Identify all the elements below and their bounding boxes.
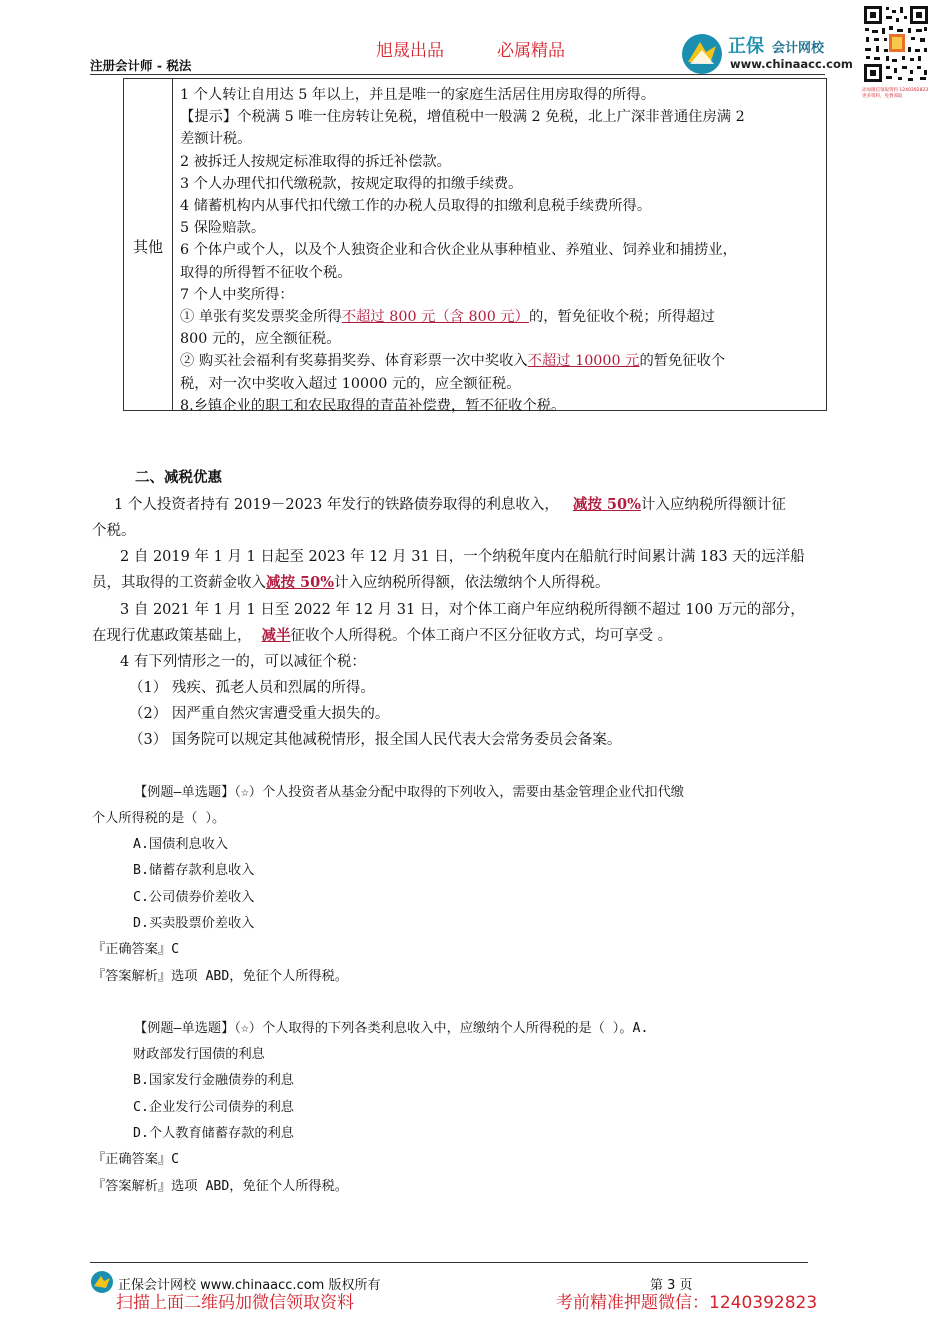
example1-option: D.买卖股票价差收入 <box>133 916 255 931</box>
logo-subtitle: 会计网校 <box>772 41 825 56</box>
table-line: 5 保险赔款。 <box>180 220 266 237</box>
paragraph-1 <box>114 492 786 518</box>
table-line: 4 储蓄机构内从事代扣代缴工作的办税人员取得的扣缴利息税手续费所得。 <box>180 198 652 215</box>
example2-option: C.企业发行公司债券的利息 <box>133 1100 294 1115</box>
logo-emblem-icon <box>680 32 724 76</box>
page-number: 第 3 页 <box>650 1278 693 1293</box>
table-line: 取得的所得暂不征收个税。 <box>180 264 352 281</box>
p2-highlight: 减按 50% <box>266 574 335 591</box>
p2-text-tail: 计入应纳税所得额，依法缴纳个人所得税。 <box>334 575 610 591</box>
qr-code <box>862 4 930 84</box>
example2-option: D.个人教育储蓄存款的利息 <box>133 1126 294 1141</box>
footer-logo-icon <box>90 1270 114 1294</box>
paragraph-3: 3 自 2021 年 1 月 1 日至 2022 年 12 月 31 日，对个体工商户年应纳税所得额不超过 100 万元的部分， <box>120 602 805 618</box>
p1-text: 1 个人投资者持有 2019－2023 年发行的铁路债券取得的利息收入， <box>114 497 559 513</box>
table-line: 8.乡镇企业的职工和农民取得的青苗补偿费，暂不征收个税。 <box>180 397 566 414</box>
example1-analysis: 『答案解析』选项 ABD，免征个人所得税。 <box>92 969 348 984</box>
prize1-text-tail: 的，暂免征收个税；所得超过 <box>528 309 715 326</box>
list-item: （1） 残疾、孤老人员和烈属的所得。 <box>129 680 375 696</box>
prize2-text: ② 购买社会福利有奖募捐奖券、体育彩票一次中奖收入 <box>180 353 528 370</box>
section-title: 二、减税优惠 <box>135 470 222 486</box>
course-title: 注册会计师 - 税法 <box>90 58 192 73</box>
table-line: 差额计税。 <box>180 131 252 148</box>
footer-copyright: 正保会计网校 www.chinaacc.com 版权所有 <box>118 1278 381 1293</box>
promo-right: 考前精准押题微信：1240392823 <box>556 1293 818 1313</box>
brand-slogan-left: 旭晟出品 <box>376 41 444 61</box>
table-line: 1 个人转让自用达 5 年以上，并且是唯一的家庭生活居住用房取得的所得。 <box>180 87 656 103</box>
p3-text: 在现行优惠政策基础上， <box>92 628 252 644</box>
table-line: 6 个体户或个人，以及个人独资企业和合伙企业从事种植业、养殖业、饲养业和捕捞业， <box>180 242 737 259</box>
paragraph-2-cont <box>92 570 610 596</box>
table-line <box>180 350 822 372</box>
example2-answer: 『正确答案』C <box>92 1152 180 1167</box>
table-line: 800 元的，应全额征税。 <box>180 331 341 348</box>
table-line <box>180 306 822 328</box>
logo-url: www.chinaacc.com <box>730 57 853 71</box>
example1-question-cont: 个人所得税的是（ ）。 <box>92 811 226 826</box>
prize2-text-tail: 的暂免征收个 <box>639 353 726 370</box>
paragraph-1-cont: 个税。 <box>92 523 136 539</box>
footer-divider <box>90 1262 808 1263</box>
table-content <box>180 84 822 417</box>
table-line: 2 被拆迁人按规定标准取得的拆迁补偿款。 <box>180 153 451 170</box>
example1-option: C.公司债券价差收入 <box>133 890 255 905</box>
list-item: （3） 国务院可以规定其他减税情形，报全国人民代表大会常务委员会备案。 <box>129 732 622 748</box>
example2-analysis: 『答案解析』选项 ABD，免征个人所得税。 <box>92 1179 348 1194</box>
list-item: （2） 因严重自然灾害遭受重大损失的。 <box>129 706 390 722</box>
example1-answer: 『正确答案』C <box>92 942 180 957</box>
p3-highlight: 减半 <box>261 627 291 644</box>
paragraph-4: 4 有下列情形之一的，可以减征个税： <box>120 654 366 670</box>
table-line: 【提示】个税满 5 唯一住房转让免税，增值税中一般满 2 免税，北上广深非普通住房满 2 <box>180 109 745 126</box>
prize1-text: ① 单张有奖发票奖金所得 <box>180 309 342 326</box>
example2-question: 【例题—单选题】（☆）个人取得的下列各类利息收入中，应缴纳个人所得税的是（ ）。A. <box>134 1021 649 1036</box>
table-line: 7 个人中奖所得： <box>180 286 294 303</box>
table-line: 3 个人办理代扣代缴税款，按规定取得的扣缴手续费。 <box>180 175 523 192</box>
p1-highlight: 减按 50% <box>572 496 641 513</box>
p2-text: 员，其取得的工资薪金收入 <box>92 575 266 591</box>
p3-text-tail: 征收个人所得税。个体工商户不区分征收方式，均可享受 。 <box>290 628 673 644</box>
example1-option: B.储蓄存款利息收入 <box>133 863 255 878</box>
chinaacc-logo <box>680 30 860 76</box>
paragraph-2: 2 自 2019 年 1 月 1 日起至 2023 年 12 月 31 日，一个纳税年度内在船航行时间累计满 183 天的远洋船 <box>120 549 805 565</box>
example2-option: B.国家发行金融债券的利息 <box>133 1073 294 1088</box>
qr-note: 添加微信领取资料 1240392823 更多资料，免费领取 <box>862 88 929 99</box>
example1-question: 【例题—单选题】（☆）个人投资者从基金分配中取得的下列收入，需要由基金管理企业代扣代缴 <box>134 785 684 800</box>
prize1-highlight: 不超过 800 元（含 800 元） <box>341 309 529 326</box>
promo-left: 扫描上面二维码加微信领取资料 <box>116 1293 354 1313</box>
table-line: 税，对一次中奖收入超过 10000 元的，应全额征税。 <box>180 375 521 392</box>
p1-text-tail: 计入应纳税所得额计征 <box>640 497 786 513</box>
brand-slogan-right: 必属精品 <box>497 41 565 61</box>
logo-name: 正保 <box>728 36 764 57</box>
example1-option: A.国债利息收入 <box>133 837 229 852</box>
prize2-highlight: 不超过 10000 元 <box>527 353 640 370</box>
table-row-label: 其他 <box>132 238 163 256</box>
paragraph-3-cont <box>92 623 672 649</box>
example2-option: 财政部发行国债的利息 <box>133 1047 265 1062</box>
